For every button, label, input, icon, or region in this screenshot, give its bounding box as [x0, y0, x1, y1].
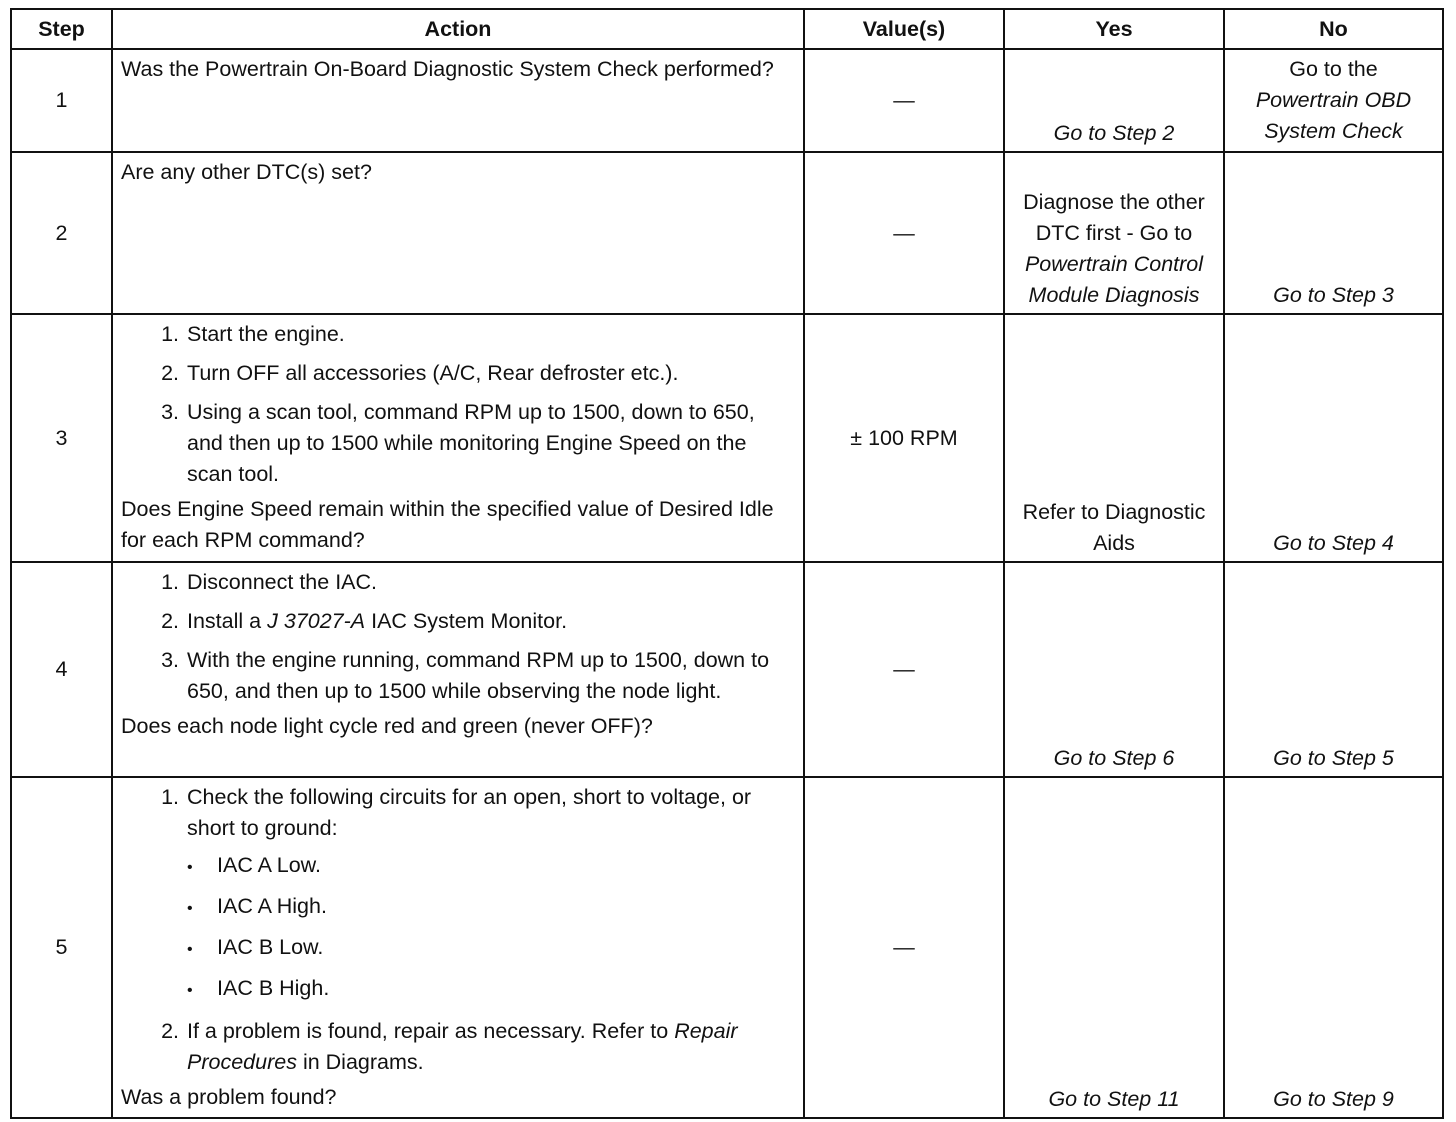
- step-number: 2: [11, 152, 112, 314]
- diagnostic-table: [10, 8, 1444, 1119]
- action-cell: [112, 562, 804, 777]
- list-item: 3. With the engine running, command RPM up to 1500, down to 650, and then up to 1500 while observing the node light.: [121, 645, 793, 707]
- no-link[interactable]: Go to Step 5: [1273, 746, 1394, 770]
- step-number: 3: [11, 314, 112, 562]
- action-question: Does Engine Speed remain within the specified value of Desired Idle for each RPM command?: [121, 497, 774, 552]
- action-question: Are any other DTC(s) set?: [121, 160, 372, 184]
- table-row: [11, 562, 1443, 777]
- list-item: • IAC B High.: [187, 973, 793, 1006]
- list-item: 2. Install a J 37027-A IAC System Monitor.: [161, 609, 568, 633]
- list-item: 2. If a problem is found, repair as necessary. Refer to Repair Procedures in Diagrams.: [161, 1019, 738, 1074]
- header-values: Value(s): [804, 9, 1004, 49]
- table-row: [11, 777, 1443, 1118]
- value-cell: —: [804, 152, 1004, 314]
- no-cell: [1224, 777, 1443, 1118]
- bullet-icon: •: [187, 941, 193, 958]
- no-link[interactable]: Go to Step 3: [1273, 283, 1394, 307]
- value-cell: ± 100 RPM: [804, 314, 1004, 562]
- step-item-text: With the engine running, command RPM up to 1500, down to 650, and then up to 1500 while observing the node light.: [187, 648, 770, 703]
- action-cell: [112, 152, 804, 314]
- header-no: No: [1224, 9, 1443, 49]
- action-steps: [121, 319, 793, 490]
- no-cell: [1224, 562, 1443, 777]
- repair-procedures-link[interactable]: Repair Procedures: [187, 1019, 738, 1074]
- step-number: 5: [11, 777, 112, 1118]
- yes-cell: [1004, 152, 1224, 314]
- step-number: 1: [11, 49, 112, 152]
- yes-cell: [1004, 562, 1224, 777]
- value-cell: —: [804, 562, 1004, 777]
- list-item: 2. Turn OFF all accessories (A/C, Rear defroster etc.).: [121, 358, 793, 389]
- action-cell: [112, 777, 804, 1118]
- no-cell: [1224, 49, 1443, 152]
- step-item-text: Install a: [187, 609, 262, 633]
- table-row: [11, 314, 1443, 562]
- no-cell: [1224, 152, 1443, 314]
- no-cell: [1224, 314, 1443, 562]
- no-link[interactable]: Powertrain OBD System Check: [1255, 88, 1412, 143]
- action-cell: [112, 314, 804, 562]
- step-item-text: Disconnect the IAC.: [187, 570, 378, 594]
- yes-text: Diagnose the other DTC first - Go to: [1023, 190, 1205, 245]
- step-item-text: Check the following circuits for an open, short to voltage, or short to ground:: [187, 785, 752, 840]
- yes-cell: [1004, 49, 1224, 152]
- yes-cell: [1004, 777, 1224, 1118]
- header-action: Action: [112, 9, 804, 49]
- no-link[interactable]: Go to Step 9: [1273, 1087, 1394, 1111]
- list-item: 1. Disconnect the IAC.: [121, 567, 793, 598]
- list-item: 1. Start the engine.: [121, 319, 793, 350]
- list-item: 3. Using a scan tool, command RPM up to 1500, down to 650, and then up to 1500 while monitoring Engine Speed on the scan tool.: [121, 397, 793, 490]
- yes-link[interactable]: Go to Step 6: [1053, 746, 1175, 770]
- yes-link[interactable]: Go to Step 2: [1053, 121, 1175, 145]
- step-item-text: Using a scan tool, command RPM up to 1500, down to 650, and then up to 1500 while monitoring Engine Speed on the scan tool.: [187, 400, 755, 486]
- no-text: Go to the: [1289, 57, 1378, 81]
- value-cell: —: [804, 49, 1004, 152]
- bullet-icon: •: [187, 859, 193, 876]
- step-number: 4: [11, 562, 112, 777]
- header-step: Step: [11, 9, 112, 49]
- step-item-text: Start the engine.: [187, 322, 345, 346]
- table-row: [11, 152, 1443, 314]
- step-item-text: in Diagrams.: [302, 1050, 424, 1074]
- table-row: [11, 49, 1443, 152]
- header-row: [11, 9, 1443, 49]
- list-item: • IAC A Low.: [187, 850, 793, 883]
- list-item: • IAC B Low.: [187, 932, 793, 965]
- action-question: Does each node light cycle red and green (never OFF)?: [121, 714, 653, 738]
- action-steps: [121, 782, 793, 1078]
- list-item: 1. Check the following circuits for an open, short to voltage, or short to ground: • IAC A Low. • IAC A High. • IAC B Low. • IAC B High.: [121, 782, 793, 1008]
- bullet-icon: •: [187, 982, 193, 999]
- yes-cell: [1004, 314, 1224, 562]
- yes-link[interactable]: Powertrain Control Module Diagnosis: [1024, 252, 1204, 307]
- no-link[interactable]: Go to Step 4: [1273, 531, 1394, 555]
- list-item: • IAC A High.: [187, 891, 793, 924]
- value-cell: —: [804, 777, 1004, 1118]
- step-item-text: Turn OFF all accessories (A/C, Rear defroster etc.).: [187, 361, 679, 385]
- bullet-icon: •: [187, 900, 193, 917]
- action-question: Was a problem found?: [121, 1085, 337, 1109]
- action-cell: [112, 49, 804, 152]
- circuit-list: [187, 850, 793, 1006]
- tool-number: J 37027-A: [267, 609, 366, 633]
- yes-link[interactable]: Go to Step 11: [1048, 1087, 1180, 1111]
- yes-text: Refer to Diagnostic Aids: [1022, 500, 1206, 555]
- action-question: Was the Powertrain On-Board Diagnostic System Check performed?: [121, 57, 774, 81]
- header-yes: Yes: [1004, 9, 1224, 49]
- step-item-text: IAC System Monitor.: [371, 609, 568, 633]
- action-steps: [121, 567, 793, 707]
- step-item-text: If a problem is found, repair as necessary. Refer to: [187, 1019, 669, 1043]
